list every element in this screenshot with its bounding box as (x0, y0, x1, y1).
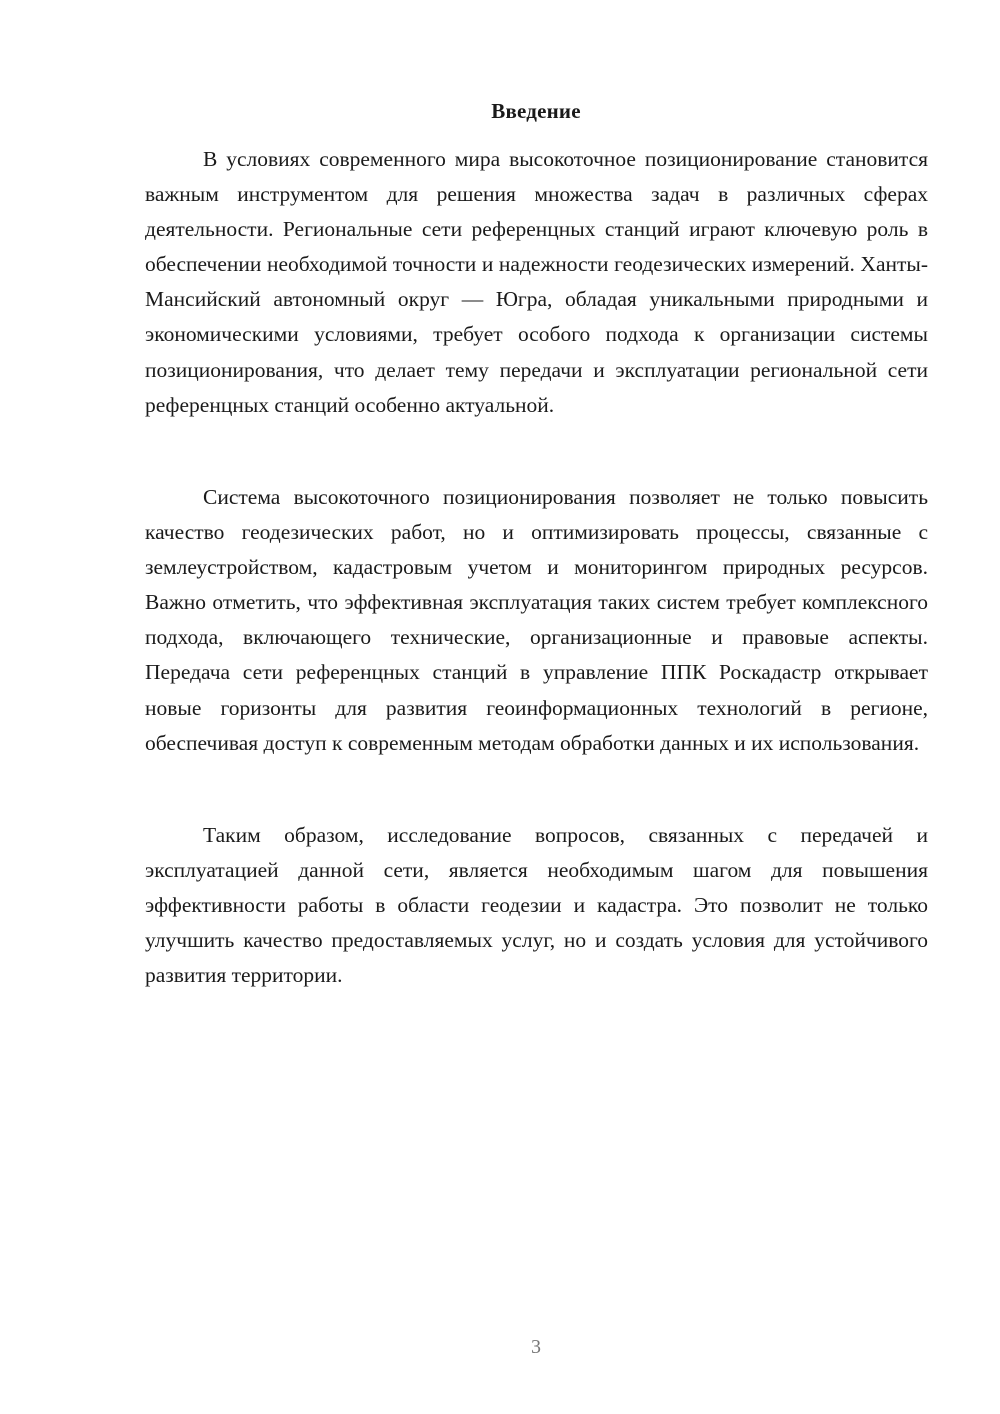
page-number: 3 (531, 1336, 541, 1358)
section-heading: Введение (491, 99, 581, 123)
paragraph-1: В условиях современного мира высокоточное позиционирование становится важным инструментом для решения множества задач в различных сферах деятельности. Региональные сети референцных станций играют ключевую роль в обеспечении необходимой точности и надежности геодезических измерений. Ханты-Мансийский автономный округ — Югра, обладая уникальными природными и экономическими условиями, требует особого подхода к организации системы позиционирования, что делает тему передачи и эксплуатации региональной сети референцных станций особенно актуальной. (145, 147, 928, 417)
paragraph-2: Система высокоточного позиционирования позволяет не только повысить качество геодезических работ, но и оптимизировать процессы, связанные с землеустройством, кадастровым учетом и мониторингом природных ресурсов. Важно отметить, что эффективная эксплуатация таких систем требует комплексного подхода, включающего технические, организационные и правовые аспекты. Передача сети референцных станций в управление ППК Роскадастр открывает новые горизонты для развития геоинформационных технологий в регионе, обеспечивая доступ к современным методам обработки данных и их использования. (145, 485, 928, 755)
paragraph-3: Таким образом, исследование вопросов, связанных с передачей и эксплуатацией данной сети, является необходимым шагом для повышения эффективности работы в области геодезии и кадастра. Это позволит не только улучшить качество предоставляемых услуг, но и создать условия для устойчивого развития территории. (145, 823, 928, 988)
